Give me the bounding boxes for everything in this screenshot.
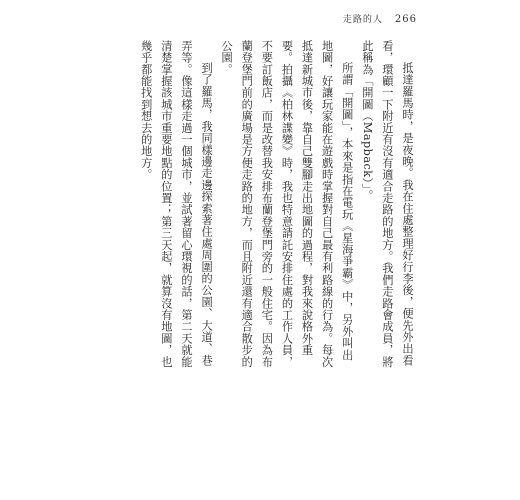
paragraph-mapback-definition: 所謂「開圖」，本來是指在電玩《星海爭霸》中，另外叫出地圖，好讓玩家能在遊戲時掌握對自己最有利路線的行為。每次抵達新城市後，靠自己雙腳走出地圖的過程，對我來說格外重要。拍攝《柏林諜變》時，我也特意請託安排住處的工作人員，不要訂飯店，而是改替我安排布蘭登堡門旁的一般住宅。因為布蘭登堡門前的廣場是方便走路的地方，而且附近還有適合散步的公園。 — [220, 40, 354, 368]
running-head-title: 走路的人 — [342, 15, 383, 25]
page-number: 266 — [394, 14, 417, 25]
paragraph-rome-exploration: 到了羅馬，我同樣邊走邊探索著住處周圍的公園、大道、巷弄等。像這樣走過一個城市，並試著留心環視的話，第二天就能清楚掌握該城市重要地點的位置；第三天起，就算沒有地圖，也幾乎都能找到想去的地方。 — [139, 40, 214, 368]
paragraph-arrival: 抵達羅馬時，是夜晚。我在住處整理好行李後，便先外出看看，環顧一下附近有沒有適合走路的地方。我們走路會成員，將此稱為「開圖（Mapback）」。 — [360, 40, 414, 368]
running-head — [343, 12, 417, 25]
body-text — [136, 40, 417, 370]
